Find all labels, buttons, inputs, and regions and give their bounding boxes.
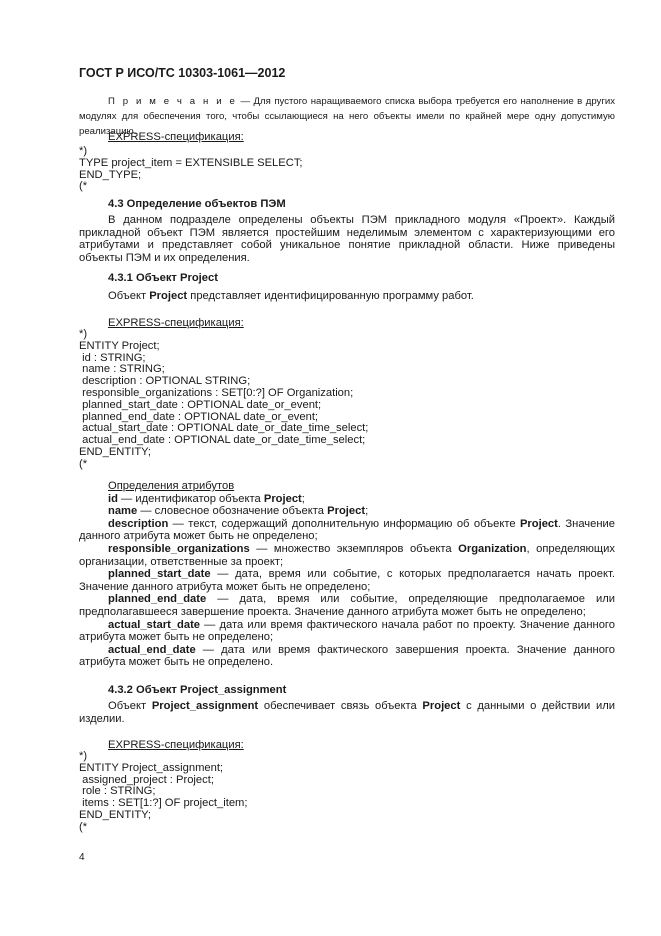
- attr-id: id — идентификатор объекта Project;: [108, 492, 305, 505]
- attribute-definitions: [79, 480, 615, 669]
- code-block-project: [79, 329, 615, 471]
- attr-actual-end-date: actual_end_date — дата или время фактического завершения проекта. Значение данного атрибута может быть не определено.: [79, 643, 615, 669]
- note-label: П р и м е ч а н и е: [108, 96, 237, 107]
- code-line: *): [79, 750, 88, 762]
- code-line: END_ENTITY;: [79, 808, 152, 821]
- code-line: role : STRING;: [79, 785, 156, 798]
- code-line: ENTITY Project;: [79, 339, 160, 352]
- page-number: 4: [79, 852, 85, 863]
- code-line: planned_end_date : OPTIONAL date_or_event;: [79, 410, 319, 423]
- note-text: — Для пустого наращиваемого списка выбора требуется его наполнение в других модулях для обеспечения того, чтобы ссылающиеся на него объекты имели по крайней мере одну допустимую реализацию.: [79, 96, 616, 137]
- section-4-3-1-text: Объект Project представляет идентифицированную программу работ.: [108, 290, 474, 302]
- code-line: actual_end_date : OPTIONAL date_or_date_time_select;: [79, 434, 366, 447]
- code-line: (*: [79, 820, 88, 833]
- section-4-3-2-heading: 4.3.2 Объект Project_assignment: [108, 684, 287, 696]
- document-header: ГОСТ Р ИСО/ТС 10303-1061—2012: [79, 66, 286, 80]
- code-line: name : STRING;: [79, 363, 165, 376]
- section-4-3-text: В данном подразделе определены объекты ПЭМ прикладного модуля «Проект». Каждый прикладной объект ПЭМ является простейшим неделимым элементом с характеризующими его атрибутами и представляет собой уникальное понятие прикладной области. Ниже приведены объекты ПЭМ и их определения.: [79, 214, 615, 264]
- code-line: description : OPTIONAL STRING;: [79, 375, 251, 388]
- code-block-project-assignment: [79, 751, 615, 834]
- attr-name: name — словесное обозначение объекта Project;: [108, 505, 369, 518]
- code-line: assigned_project : Project;: [79, 773, 214, 786]
- section-4-3-1-heading: 4.3.1 Объект Project: [108, 272, 218, 284]
- attr-heading: Определения атрибутов: [108, 480, 235, 492]
- attr-actual-start-date: actual_start_date — дата или время фактического начала работ по проекту. Значение данного атрибута может быть не определено;: [79, 618, 615, 644]
- section-4-3-heading: 4.3 Определение объектов ПЭМ: [108, 198, 286, 210]
- code-line: actual_start_date : OPTIONAL date_or_date_time_select;: [79, 422, 369, 435]
- code-line: ENTITY Project_assignment;: [79, 761, 224, 774]
- code-line: items : SET[1:?] OF project_item;: [79, 797, 248, 810]
- express-label-1: EXPRESS-спецификация:: [108, 131, 244, 143]
- code-line: END_ENTITY;: [79, 445, 152, 458]
- express-label-3: EXPRESS-спецификация:: [108, 739, 244, 751]
- attr-description: description — текст, содержащий дополнительную информацию об объекте Project. Значение данного атрибута может быть не определено;: [79, 517, 615, 543]
- code-line: (*: [79, 457, 88, 470]
- code-line: *): [79, 145, 88, 157]
- code-line: *): [79, 328, 88, 340]
- code-line: planned_start_date : OPTIONAL date_or_event;: [79, 398, 322, 411]
- attr-responsible-organizations: responsible_organizations — множество экземпляров объекта Organization, определяющих организации, ответственные за проект;: [79, 542, 615, 568]
- attr-planned-end-date: planned_end_date — дата, время или событие, определяющие предполагаемое или предполагавшееся завершение проекта. Значение данного атрибута может быть не определено;: [79, 593, 615, 618]
- express-label-2: EXPRESS-спецификация:: [108, 317, 244, 329]
- code-block-type: [79, 146, 615, 193]
- code-line: responsible_organizations : SET[0:?] OF Organization;: [79, 386, 354, 399]
- code-line: END_TYPE;: [79, 168, 142, 181]
- code-line: (*: [79, 180, 88, 193]
- section-4-3-2-text: Объект Project_assignment обеспечивает связь объекта Project с данными о действии или изделии.: [79, 700, 615, 725]
- attr-planned-start-date: planned_start_date — дата, время или событие, с которых предполагается начать проект. Значение данного атрибута может быть не определено;: [79, 568, 615, 593]
- code-line: id : STRING;: [79, 351, 146, 364]
- code-line: TYPE project_item = EXTENSIBLE SELECT;: [79, 156, 303, 169]
